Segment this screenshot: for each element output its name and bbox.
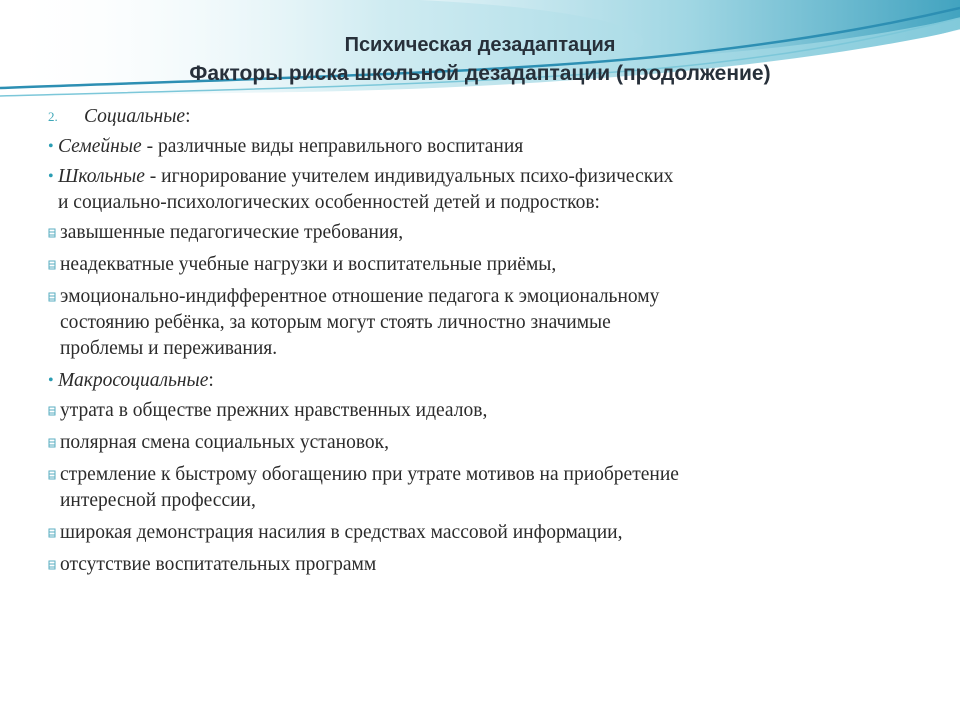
macro-colon: : [208, 370, 214, 391]
list-item-text-continued: проблемы и переживания. [60, 338, 278, 359]
list-item-text-continued: состоянию ребёнка, за которым могут стоять личностно значимые [60, 312, 611, 333]
family-text: - различные виды неправильного воспитания [141, 136, 524, 157]
bullet-dot-icon: • [48, 372, 54, 389]
social-colon: : [185, 106, 191, 127]
square-bullet-icon [48, 528, 56, 538]
macro-term: Макросоциальные [58, 370, 209, 391]
list-item-text: отсутствие воспитательных программ [60, 554, 377, 575]
list-item [48, 552, 928, 578]
list-item-text: стремление к быстрому обогащению при утрате мотивов на приобретение [60, 464, 679, 485]
list-item-text: эмоционально-индифферентное отношение педагога к эмоциональному [60, 286, 660, 307]
school-text-continued: и социально-психологических особенностей детей и подростков: [58, 192, 600, 213]
bullet-dot-icon: • [48, 168, 54, 185]
list-item [48, 252, 928, 278]
social-label: Социальные [84, 106, 186, 127]
bullet-dot-icon: • [48, 138, 54, 155]
school-text: - игнорирование учителем индивидуальных психо-физических [144, 166, 674, 187]
list-item [48, 220, 928, 246]
square-bullet-icon [48, 438, 56, 448]
slide-body [48, 104, 928, 584]
bullet-school [48, 164, 928, 216]
family-term: Семейные [58, 136, 142, 157]
list-item-text: утрата в обществе прежних нравственных идеалов, [60, 400, 488, 421]
list-item-text: завышенные педагогические требования, [60, 222, 404, 243]
numbered-item-social [48, 104, 928, 130]
square-bullet-icon [48, 560, 56, 570]
bullet-macro [48, 368, 928, 394]
square-bullet-icon [48, 228, 56, 238]
slide-title [0, 32, 960, 88]
list-item [48, 284, 928, 362]
school-term: Школьные [58, 166, 145, 187]
list-item [48, 398, 928, 424]
item-number: 2. [48, 109, 58, 124]
square-bullet-icon [48, 260, 56, 270]
list-item [48, 520, 928, 546]
list-item-text: широкая демонстрация насилия в средствах массовой информации, [60, 522, 623, 543]
square-bullet-icon [48, 406, 56, 416]
list-item-text: полярная смена социальных установок, [60, 432, 389, 453]
list-item [48, 462, 928, 514]
bullet-family [48, 134, 928, 160]
square-bullet-icon [48, 292, 56, 302]
square-bullet-icon [48, 470, 56, 480]
list-item-text-continued: интересной профессии, [60, 490, 256, 511]
title-line-1: Психическая дезадаптация [344, 34, 616, 56]
title-line-2: Факторы риска школьной дезадаптации (продолжение) [189, 62, 771, 85]
list-item [48, 430, 928, 456]
list-item-text: неадекватные учебные нагрузки и воспитательные приёмы, [60, 254, 557, 275]
